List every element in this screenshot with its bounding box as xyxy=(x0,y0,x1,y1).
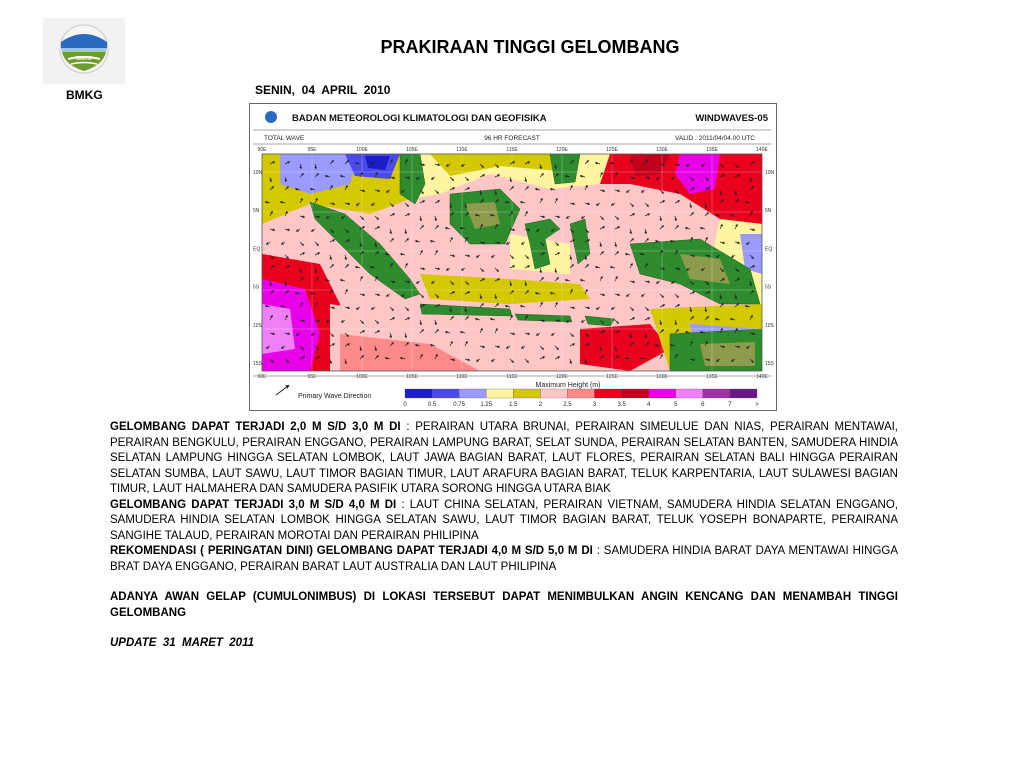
legend-swatch xyxy=(567,389,594,398)
legend-swatch xyxy=(432,389,459,398)
legend-tick-label: 6 xyxy=(701,402,705,408)
legend-swatch xyxy=(703,389,730,398)
lon-label-top: 125E xyxy=(606,147,618,153)
lon-label-top: 120E xyxy=(556,147,568,153)
logo-text: BMKG xyxy=(76,56,92,62)
legend-swatch xyxy=(730,389,757,398)
legend-tick-label: > xyxy=(755,402,759,408)
legend-color-scale xyxy=(405,389,757,398)
map-subtitle-center: 96 HR FORECAST xyxy=(484,135,540,142)
paragraph-warning-areas: : SAMUDERA HINDIA BARAT DAYA MENTAWAI HINGGA BRAT DAYA ENGGANO, PERAIRAN BARAT LAUT AUSTRALIA DAN LAUT PHILIPINA xyxy=(110,545,899,573)
legend-tick-label: 2 xyxy=(538,402,543,408)
paragraph-3-4m-heading: GELOMBANG DAPAT TERJADI 3,0 M S/D 4,0 M DI xyxy=(110,498,397,511)
paragraph-warning xyxy=(110,544,898,575)
lon-label-top: 90E xyxy=(257,147,267,153)
update-line xyxy=(110,636,898,652)
lon-label-top: 130E xyxy=(656,147,668,153)
paragraph-2-3m-areas: : PERAIRAN UTARA BRUNAI, PERAIRAN SIMEULUE DAN NIAS, PERAIRAN MENTAWAI, PERAIRAN BENGKULU, PERAIRAN ENGGANO, PERAIRAN LAMPUNG BARAT, SELAT SUNDA, PERAIRAN SELATAN BANTEN, SAMUDERA HINDIA SELATAN LAMPUNG HINGGA SELATAN LOMBOK, LAUT JAWA BAGIAN BARAT, LAUT FLORES, PERAIRAN SELATAN BALI HINGGA PERAIRAN SELATAN SUMBA, LAUT SAWU, LAUT TIMOR BAGIAN TIMUR, LAUT ARAFURA BAGIAN BARAT, TELUK KARPENTARIA, LAUT SULAWESI BAGIAN TIMUR, LAUT HALMAHERA DAN SAMUDERA PASIFIK UTARA SORONG HINGGA UTARA BIAK xyxy=(110,421,898,495)
lat-label-left: 10S xyxy=(253,322,262,329)
map-logo-icon xyxy=(265,111,277,123)
legend-tick-label: 5 xyxy=(674,402,678,408)
lat-label-right: EQ xyxy=(765,246,773,253)
legend-tick-label: 4 xyxy=(647,402,651,408)
map-org-name: BADAN METEOROLOGI KLIMATOLOGI DAN GEOFISIKA xyxy=(292,113,547,124)
lat-label-right: 10N xyxy=(765,170,775,176)
wave-height-field xyxy=(262,154,762,371)
lat-label-left: EQ xyxy=(253,246,261,253)
paragraph-cumulonimbus xyxy=(110,590,898,621)
legend-swatch xyxy=(459,389,486,398)
page-title: PRAKIRAAN TINGGI GELOMBANG xyxy=(380,37,680,57)
wave-direction-arrow-icon xyxy=(276,386,288,395)
paragraph-3-4m-areas: : LAUT CHINA SELATAN, PERAIRAN VIETNAM, SAMUDERA HINDIA SELATAN ENGGANO, SAMUDERA HINDIA SELATAN LOMBOK HINGGA SELATAN SAWU, LAUT TIMOR BAGIAN BARAT, TELUK YOSEPH BONAPARTE, PERAIRANA SANGIHE TALAUD, PERAIRAN MOROTAI DAN PERAIRAN PHILIPINA xyxy=(110,498,898,542)
legend-tick-label: 1.25 xyxy=(480,402,493,408)
legend-tick-label: 0.5 xyxy=(427,402,437,408)
map-subtitle-left: TOTAL WAVE xyxy=(264,135,305,142)
legend-tick-label: 0.75 xyxy=(453,402,465,408)
legend-swatch xyxy=(595,389,622,398)
legend-swatch xyxy=(676,389,703,398)
lon-label-bottom: 90E xyxy=(257,374,267,380)
lon-label-bottom: 110E xyxy=(456,374,468,380)
legend-swatch xyxy=(622,389,649,398)
lat-label-left: 5N xyxy=(253,208,260,215)
lat-label-left: 5S xyxy=(253,284,260,291)
lat-label-left: 15S xyxy=(253,361,262,367)
legend-tick-label: 3.5 xyxy=(617,402,626,408)
lon-label-bottom: 125E xyxy=(606,374,618,380)
update-date: UPDATE 31 MARET 2011 xyxy=(110,637,255,649)
paragraph-warning-heading: REKOMENDASI ( PERINGATAN DINI) GELOMBANG DAPAT TERJADI 4,0 M S/D 5,0 M DI xyxy=(110,545,593,557)
legend-tick-label: 3 xyxy=(592,402,597,408)
lon-label-top: 115E xyxy=(506,147,518,153)
lat-label-right: 5N xyxy=(765,208,772,215)
map-subtitle-right: VALID : 2011/04/04.00 UTC xyxy=(675,135,755,142)
org-label: BMKG xyxy=(66,88,103,102)
lon-label-top: 135E xyxy=(706,147,718,153)
lat-label-right: 15S xyxy=(765,361,774,367)
lon-label-bottom: 130E xyxy=(656,374,668,380)
paragraph-2-3m-heading: GELOMBANG DAPAT TERJADI 2,0 M S/D 3,0 M DI xyxy=(110,421,401,433)
legend-title: Maximum Height (m) xyxy=(535,382,601,389)
forecast-date: SENIN, 04 APRIL 2010 xyxy=(255,83,391,97)
lon-label-top: 105E xyxy=(406,147,418,153)
legend-swatch xyxy=(405,389,432,398)
lon-label-bottom: 100E xyxy=(356,374,368,380)
lon-label-bottom: 95E xyxy=(307,374,317,380)
lon-label-top: 140E xyxy=(756,147,768,153)
legend-tick-label: 0 xyxy=(403,402,407,408)
legend-swatch xyxy=(486,389,513,398)
legend-swatch xyxy=(513,389,540,398)
paragraph-3-4m xyxy=(110,498,898,545)
lat-label-left: 10N xyxy=(253,170,263,176)
lat-label-right: 5S xyxy=(765,284,772,291)
legend-tick-label: 2.5 xyxy=(563,402,572,408)
lon-label-top: 100E xyxy=(356,147,368,153)
legend-tick-label: 7 xyxy=(728,402,732,408)
forecast-description xyxy=(110,420,898,652)
legend-swatch xyxy=(649,389,676,398)
lon-label-top: 110E xyxy=(456,147,468,153)
legend-swatch xyxy=(540,389,567,398)
lon-label-top: 95E xyxy=(307,147,317,153)
legend-tick-label: 1.5 xyxy=(509,402,518,408)
legend-arrow-label: Primary Wave Direction xyxy=(298,393,372,400)
lon-label-bottom: 105E xyxy=(406,374,418,380)
lon-label-bottom: 120E xyxy=(556,374,568,380)
lon-label-bottom: 135E xyxy=(706,374,718,380)
cumulonimbus-note: ADANYA AWAN GELAP (CUMULONIMBUS) DI LOKASI TERSEBUT DAPAT MENIMBULKAN ANGIN KENCANG DAN MENAMBAH TINGGI GELOMBANG xyxy=(110,591,898,619)
lat-label-right: 10S xyxy=(765,322,774,329)
wave-forecast-map xyxy=(249,103,777,411)
paragraph-2-3m xyxy=(110,420,898,498)
map-product: WINDWAVES-05 xyxy=(695,113,768,124)
lon-label-bottom: 115E xyxy=(506,374,518,380)
lon-label-bottom: 140E xyxy=(756,374,768,380)
